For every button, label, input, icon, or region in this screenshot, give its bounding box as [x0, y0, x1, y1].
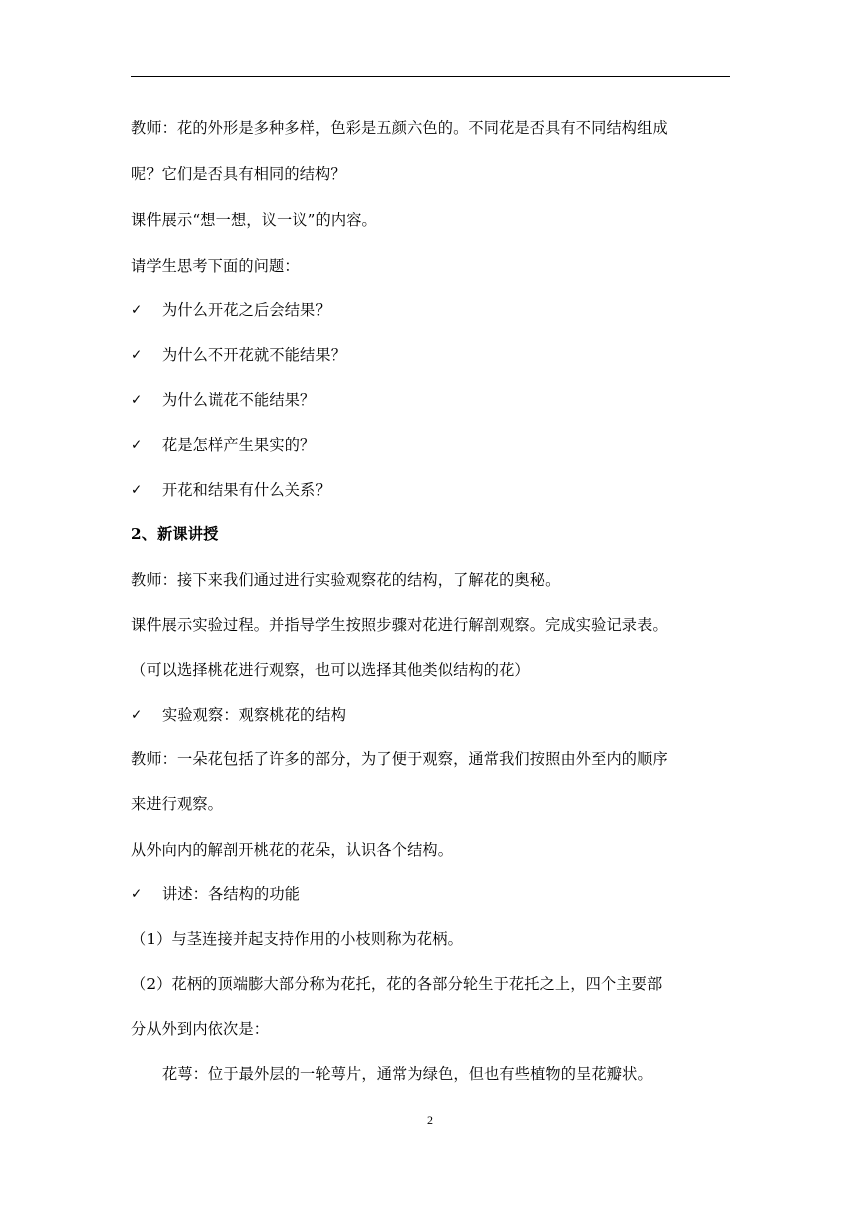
question-text: 花是怎样产生果实的？ [162, 436, 316, 454]
numbered-item: （2）花柄的顶端膨大部分称为花托，花的各部分轮生于花托之上，四个主要部 [131, 975, 663, 993]
check-icon: ✓ [131, 886, 143, 902]
text-line: 分从外到内依次是： [131, 1020, 270, 1038]
text-line: （可以选择桃花进行观察，也可以选择其他类似结构的花） [131, 661, 530, 679]
question-item [131, 390, 315, 410]
question-text: 开花和结果有什么关系？ [162, 481, 331, 499]
question-item [131, 300, 331, 320]
header-rule [131, 76, 730, 77]
check-icon: ✓ [131, 392, 143, 408]
question-item [131, 345, 346, 365]
check-item [131, 705, 346, 725]
question-item [131, 435, 315, 455]
text-line: 呢？它们是否具有相同的结构？ [131, 165, 346, 183]
text-line: 教师：一朵花包括了许多的部分，为了便于观察，通常我们按照由外至内的顺序 [131, 750, 668, 768]
text-line: 课件展示实验过程。并指导学生按照步骤对花进行解剖观察。完成实验记录表。 [131, 616, 668, 634]
check-icon: ✓ [131, 482, 143, 498]
text-line: 从外向内的解剖开桃花的花朵，认识各个结构。 [131, 841, 454, 859]
numbered-item: （1）与茎连接并起支持作用的小枝则称为花柄。 [131, 930, 463, 948]
question-text: 为什么开花之后会结果？ [162, 301, 331, 319]
text-line: 请学生思考下面的问题： [131, 257, 300, 275]
question-item [131, 480, 331, 500]
section-heading: 2、新课讲授 [131, 525, 219, 543]
check-item-text: 实验观察：观察桃花的结构 [162, 706, 347, 724]
text-line: 来进行观察。 [131, 795, 224, 813]
check-icon: ✓ [131, 347, 143, 363]
text-line: 教师：接下来我们通过进行实验观察花的结构，了解花的奥秘。 [131, 571, 561, 589]
check-item [131, 884, 300, 904]
text-line: 课件展示“想一想，议一议”的内容。 [131, 211, 377, 229]
check-item-text: 讲述：各结构的功能 [162, 885, 301, 903]
check-icon: ✓ [131, 437, 143, 453]
check-icon: ✓ [131, 707, 143, 723]
question-text: 为什么谎花不能结果？ [162, 391, 316, 409]
page-number: 2 [427, 1113, 433, 1127]
question-text: 为什么不开花就不能结果？ [162, 346, 347, 364]
text-line: 教师：花的外形是多种多样，色彩是五颜六色的。不同花是否具有不同结构组成 [131, 119, 668, 137]
check-icon: ✓ [131, 302, 143, 318]
indented-text-line: 花萼：位于最外层的一轮萼片，通常为绿色，但也有些植物的呈花瓣状。 [162, 1065, 653, 1083]
